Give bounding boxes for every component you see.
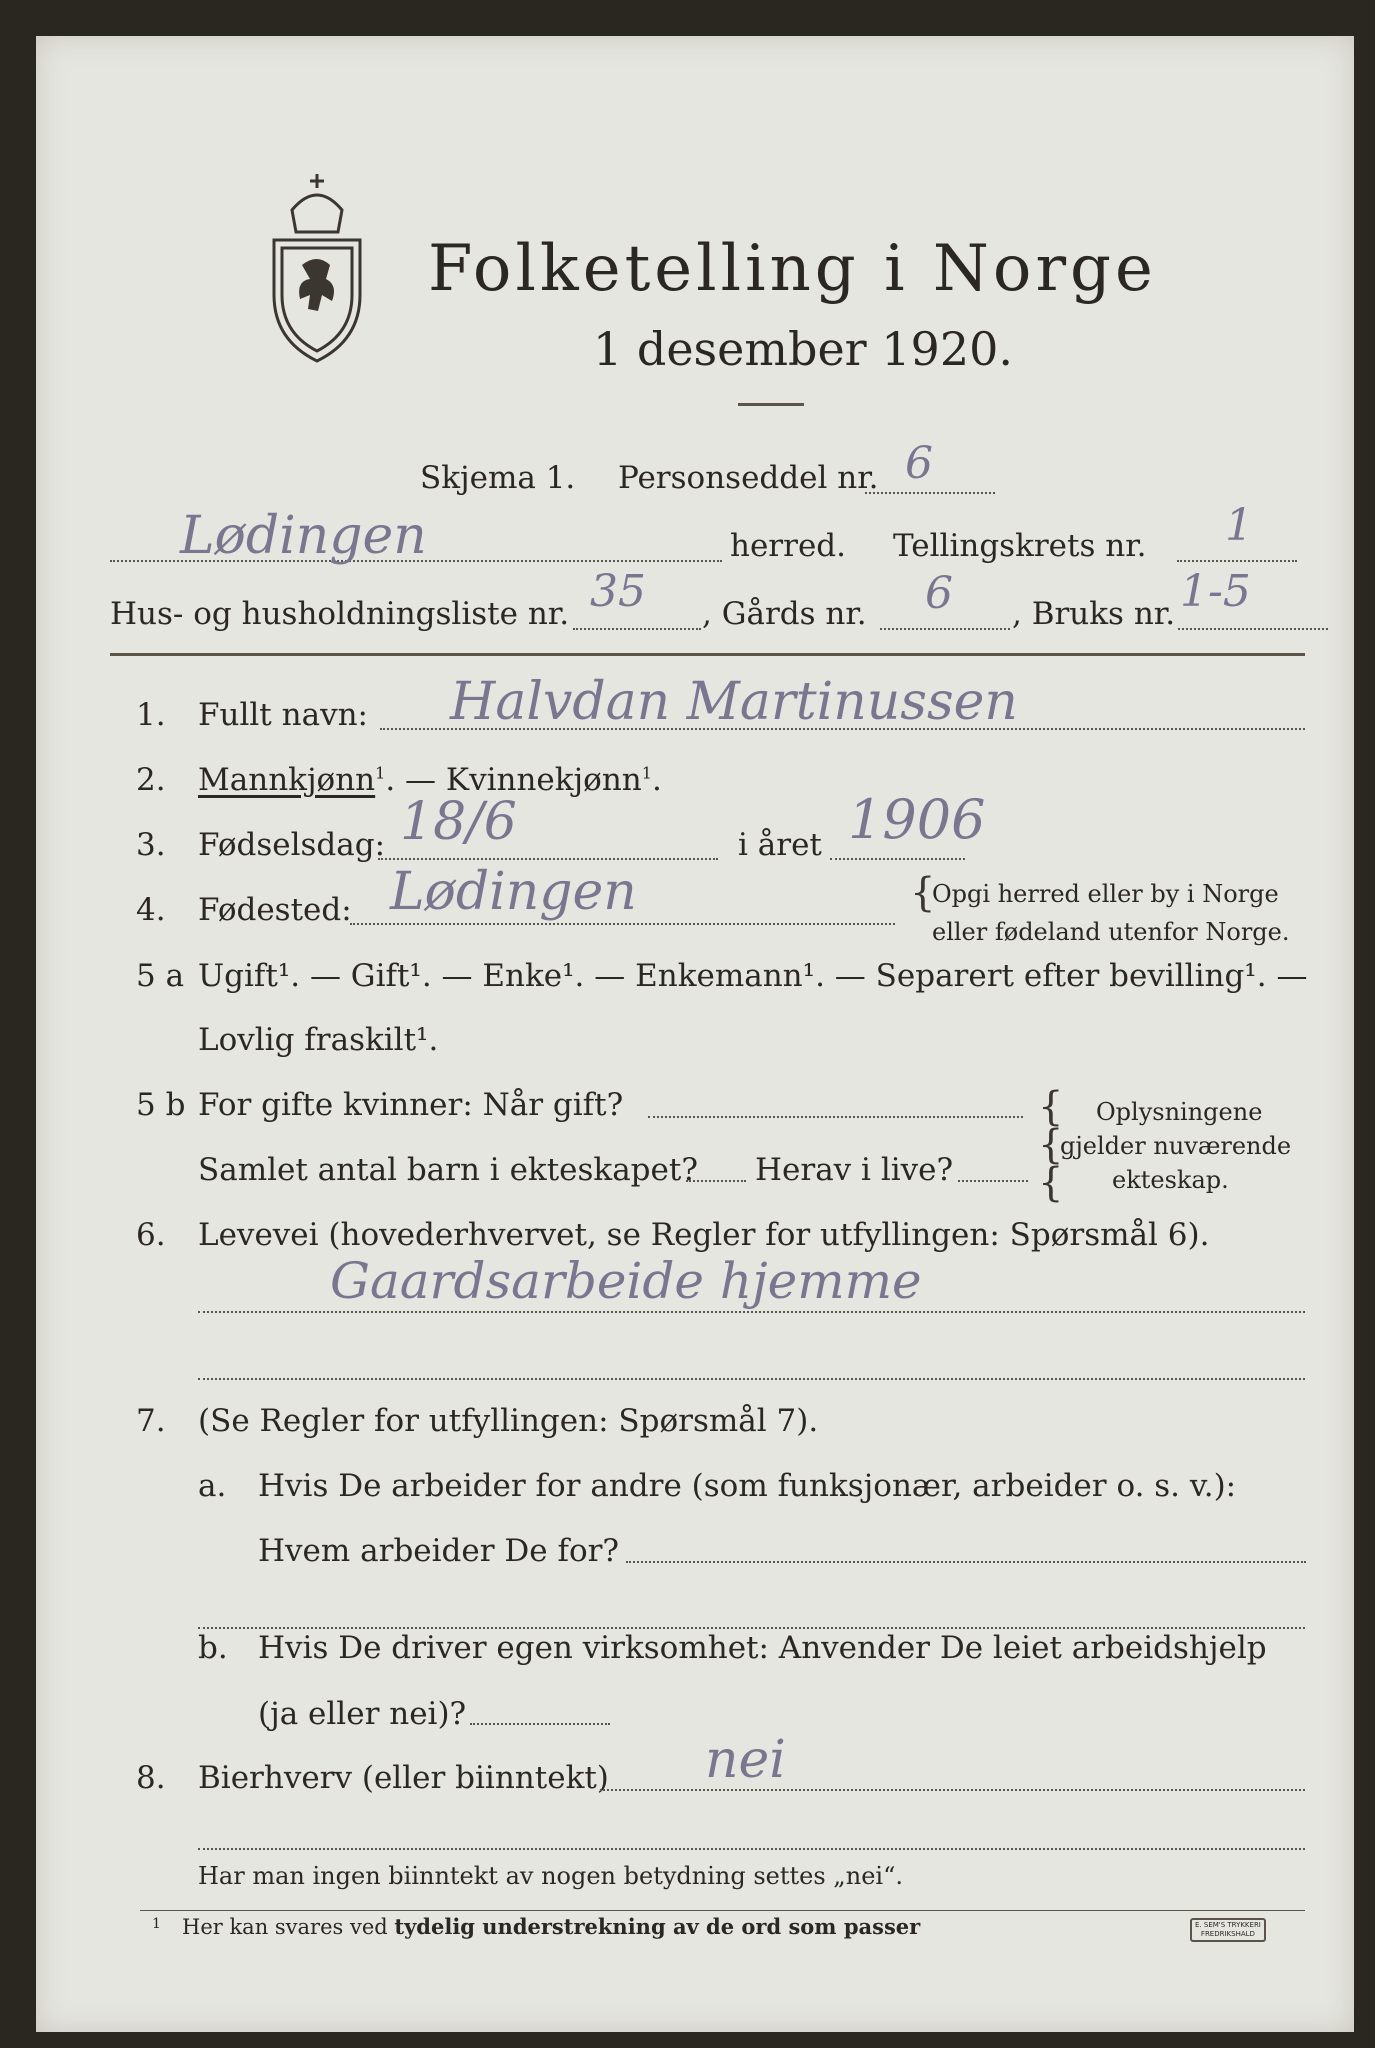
q7a-line3	[198, 1627, 1305, 1629]
male-option[interactable]: Mannkjønn	[198, 762, 376, 798]
q4-note-line1: Opgi herred eller by i Norge	[932, 880, 1279, 908]
q4-brace: {	[910, 870, 936, 916]
q7b-letter: b.	[198, 1630, 228, 1666]
hired-help-line[interactable]	[470, 1723, 610, 1725]
married-date-line[interactable]	[648, 1116, 1023, 1118]
gards-label: , Gårds nr.	[702, 596, 867, 632]
bruks-value[interactable]: 1-5	[1180, 566, 1251, 617]
gards-value[interactable]: 6	[925, 568, 953, 619]
q3-label: Fødselsdag:	[198, 827, 386, 863]
q2-number: 2.	[136, 762, 166, 798]
alive-line[interactable]	[958, 1180, 1028, 1182]
nei-instruction: Har man ingen biinntekt av nogen betydning settes „nei“.	[198, 1862, 903, 1890]
female-option[interactable]: Kvinnekjønn	[445, 762, 642, 798]
q7a-letter: a.	[198, 1468, 227, 1504]
hus-line	[573, 628, 701, 630]
header-rule	[110, 653, 1305, 656]
q6-label: Levevei (hovederhvervet, se Regler for utfyllingen: Spørsmål 6).	[198, 1217, 1210, 1253]
q4-number: 4.	[136, 892, 166, 928]
hus-value[interactable]: 35	[590, 566, 646, 617]
q5b-alive-label: Herav i live?	[755, 1152, 954, 1188]
tellingskrets-value[interactable]: 1	[1225, 500, 1253, 551]
side-income-value[interactable]: nei	[705, 1730, 786, 1790]
bruks-label: , Bruks nr.	[1012, 596, 1176, 632]
q4-line	[350, 923, 895, 925]
q2-male-footnote-mark: 1	[375, 763, 386, 783]
q3-line	[378, 858, 718, 860]
birthplace-value[interactable]: Lødingen	[390, 862, 637, 922]
employer-line[interactable]	[626, 1561, 1306, 1563]
marital-status-options[interactable]: Ugift¹. — Gift¹. — Enke¹. — Enkemann¹. — Separert efter bevilling¹. —	[198, 958, 1308, 994]
q5b-brace: { { {	[1038, 1084, 1064, 1206]
q8-number: 8.	[136, 1760, 166, 1796]
printer-stamp	[1190, 1918, 1266, 1942]
skjema-label: Skjema 1.	[420, 460, 576, 496]
bruks-line	[1178, 628, 1328, 630]
q7-label: (Se Regler for utfyllingen: Spørsmål 7).	[198, 1403, 819, 1439]
herred-value[interactable]: Lødingen	[180, 506, 427, 566]
q5b-line1: For gifte kvinner: Når gift?	[198, 1087, 624, 1123]
q3-number: 3.	[136, 827, 166, 863]
q6-line2	[198, 1378, 1305, 1380]
q7a-line2: Hvem arbeider De for?	[258, 1533, 620, 1569]
title-divider	[738, 403, 804, 406]
q4-note-line2: eller fødeland utenfor Norge.	[932, 918, 1290, 946]
footnote-text-plain: Her kan svares ved	[182, 1915, 395, 1939]
birth-year-value[interactable]: 1906	[848, 788, 986, 851]
q1-number: 1.	[136, 697, 166, 733]
q2-end: .	[651, 762, 662, 798]
q2-separator: . —	[385, 762, 446, 798]
gards-line	[880, 628, 1010, 630]
footnote-mark: 1	[152, 1916, 161, 1932]
occupation-value[interactable]: Gaardsarbeide hjemme	[330, 1252, 922, 1310]
q5b-note-line2: gjelder nuværende	[1060, 1132, 1292, 1160]
birthdate-value[interactable]: 18/6	[400, 792, 517, 852]
q6-line1	[198, 1311, 1305, 1313]
tellingskrets-label: Tellingskrets nr.	[893, 528, 1147, 564]
personseddel-value[interactable]: 6	[905, 438, 933, 489]
q3-year-label: i året	[738, 827, 822, 863]
q8-line2	[198, 1848, 1305, 1850]
footnote-text-bold: tydelig understrekning av de ord som passer	[394, 1914, 921, 1939]
q8-label: Bierhverv (eller biinntekt)	[198, 1760, 609, 1796]
q5a-number: 5 a	[136, 958, 185, 994]
personseddel-line	[865, 492, 995, 494]
q4-label: Fødested:	[198, 892, 352, 928]
q7-number: 7.	[136, 1403, 166, 1439]
q7a-line1: Hvis De arbeider for andre (som funksjonær, arbeider o. s. v.):	[258, 1468, 1237, 1504]
q5b-children-label: Samlet antal barn i ekteskapet?	[198, 1152, 698, 1188]
form-date: 1 desember 1920.	[593, 322, 1013, 376]
q5a-line2[interactable]: Lovlig fraskilt¹.	[198, 1022, 439, 1058]
q5b-note-line3: ekteskap.	[1112, 1166, 1229, 1194]
children-line[interactable]	[686, 1180, 746, 1182]
printer-stamp-line1: E. SEM'S TRYKKERI	[1195, 1921, 1261, 1929]
personseddel-label: Personseddel nr.	[618, 460, 879, 496]
full-name-value[interactable]: Halvdan Martinussen	[450, 672, 1018, 732]
q5b-number: 5 b	[136, 1087, 186, 1123]
norwegian-coat-of-arms-icon	[262, 170, 372, 365]
footnote-rule	[140, 1910, 1305, 1911]
hus-label: Hus- og husholdningsliste nr.	[110, 596, 570, 632]
herred-label: herred.	[730, 528, 846, 564]
footnote-text	[182, 1914, 920, 1939]
q1-label: Fullt navn:	[198, 697, 368, 733]
printer-stamp-line2: FREDRIKSHALD	[1200, 1930, 1255, 1938]
tellingskrets-line	[1177, 560, 1297, 562]
form-title: Folketelling i Norge	[428, 232, 1157, 306]
q6-number: 6.	[136, 1217, 166, 1253]
q7b-line2: (ja eller nei)?	[258, 1696, 467, 1732]
q3-year-line	[830, 858, 965, 860]
q2-female-footnote-mark: 1	[641, 763, 652, 783]
q7b-line1: Hvis De driver egen virksomhet: Anvender De leiet arbeidshjelp	[258, 1630, 1267, 1666]
q5b-note-line1: Oplysningene	[1096, 1098, 1263, 1126]
